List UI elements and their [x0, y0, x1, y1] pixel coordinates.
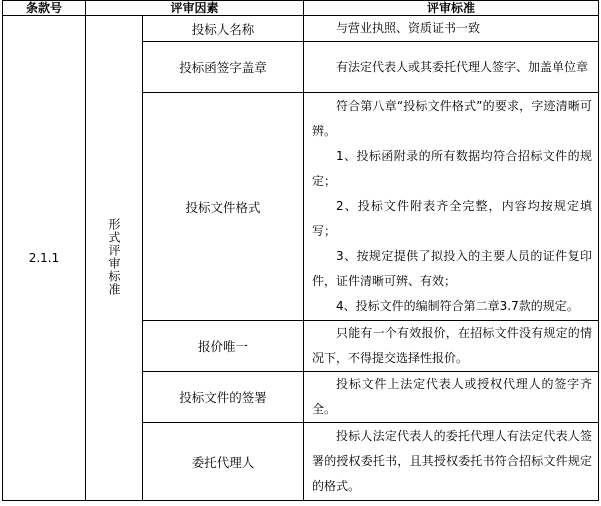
table-row	[3, 16, 599, 42]
factor-cell: 投标人名称	[143, 16, 304, 42]
standard-text: 有法定代表人或其委托代理人签字、加盖单位章	[336, 59, 589, 74]
factor-cell: 报价唯一	[143, 321, 304, 372]
factor-cell: 投标文件的签署	[143, 372, 304, 423]
clause-number: 2.1.1	[3, 16, 86, 501]
standard-text: 投标人法定代表人的委托代理人有法定代表人签署的授权委托书，且其授权委托书符合招标文件规定的格式。	[312, 429, 593, 493]
header-clause: 条款号	[3, 1, 86, 16]
standard-cell	[304, 16, 599, 42]
standard-text: 4、投标文件的编制符合第二章3.7款的规定。	[336, 299, 579, 313]
review-standard-table	[2, 0, 599, 501]
factor-cell: 委托代理人	[143, 423, 304, 501]
standard-text: 符合第八章“投标文件格式”的要求，字迹清晰可辨。	[312, 99, 593, 138]
standard-text: 1、投标函附录的所有数据均符合招标文件的规定；	[312, 149, 593, 188]
table-header-row	[3, 1, 599, 16]
review-type-cell	[86, 16, 143, 501]
standard-cell	[304, 321, 599, 372]
review-type-label: 形式评审标准	[107, 217, 121, 296]
standard-cell	[304, 93, 599, 321]
standard-cell	[304, 423, 599, 501]
standard-cell	[304, 42, 599, 93]
standard-text: 投标文件上法定代表人或授权代理人的签字齐全。	[312, 377, 593, 416]
factor-cell: 投标文件格式	[143, 93, 304, 321]
header-factor: 评审因素	[86, 1, 304, 16]
standard-cell	[304, 372, 599, 423]
factor-cell: 投标函签字盖章	[143, 42, 304, 93]
standard-text: 与营业执照、资质证书一致	[336, 21, 481, 35]
standard-text: 2、投标文件附表齐全完整，内容均按规定填写；	[312, 199, 593, 238]
standard-text: 只能有一个有效报价，在招标文件没有规定的情况下，不得提交选择性报价。	[312, 326, 593, 365]
standard-text: 3、按规定提供了拟投入的主要人员的证件复印件，证件清晰可辨、有效；	[312, 249, 593, 288]
header-standard: 评审标准	[304, 1, 599, 16]
